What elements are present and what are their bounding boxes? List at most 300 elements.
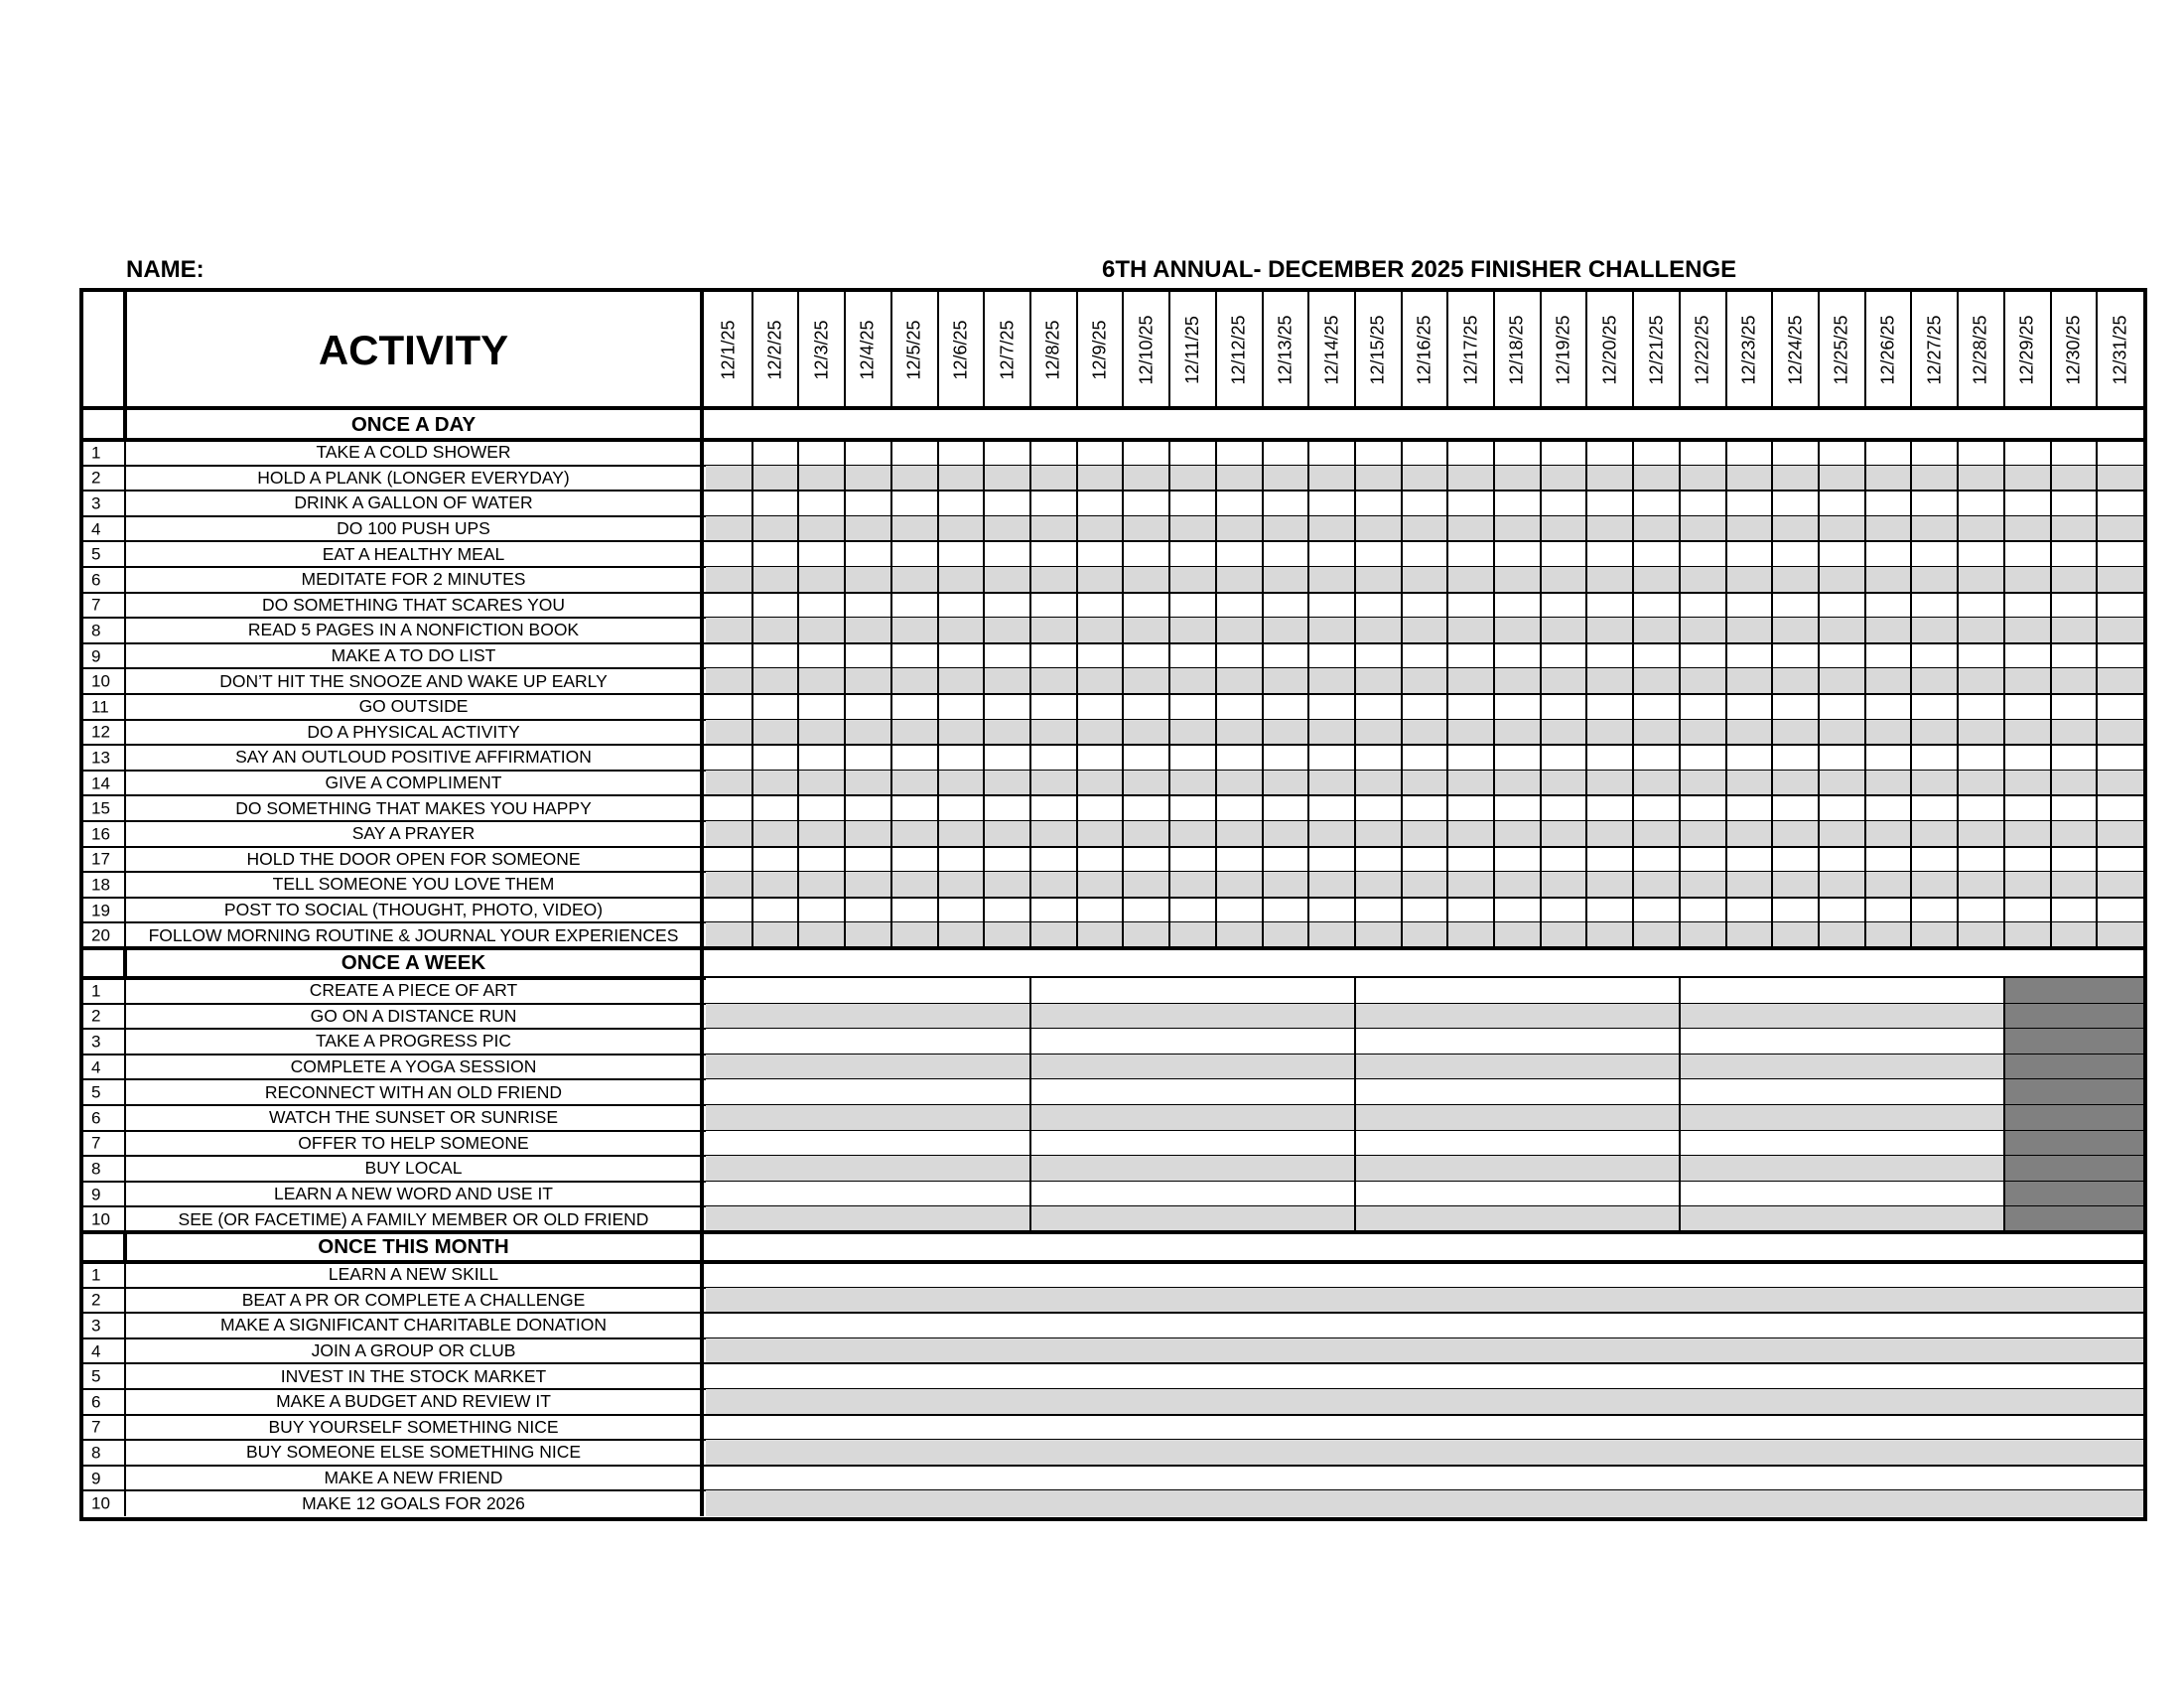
day-checkbox[interactable]	[1030, 821, 1077, 847]
day-checkbox[interactable]	[706, 720, 752, 746]
day-checkbox[interactable]	[891, 872, 938, 898]
day-checkbox[interactable]	[798, 898, 845, 923]
day-checkbox[interactable]	[2097, 643, 2143, 669]
day-checkbox[interactable]	[798, 821, 845, 847]
day-checkbox[interactable]	[1402, 745, 1448, 771]
day-checkbox[interactable]	[1726, 694, 1773, 720]
day-checkbox[interactable]	[984, 567, 1030, 593]
day-checkbox[interactable]	[1586, 898, 1633, 923]
week-checkbox[interactable]	[1680, 1055, 2004, 1080]
day-checkbox[interactable]	[1958, 847, 2004, 873]
day-checkbox[interactable]	[1726, 872, 1773, 898]
day-checkbox[interactable]	[1541, 898, 1587, 923]
day-checkbox[interactable]	[1911, 872, 1958, 898]
day-checkbox[interactable]	[1263, 516, 1309, 542]
day-checkbox[interactable]	[1865, 720, 1912, 746]
day-checkbox[interactable]	[1680, 668, 1726, 694]
day-checkbox[interactable]	[2004, 795, 2051, 821]
day-checkbox[interactable]	[845, 795, 891, 821]
day-checkbox[interactable]	[938, 771, 985, 796]
day-checkbox[interactable]	[1958, 466, 2004, 492]
day-checkbox[interactable]	[1077, 567, 1124, 593]
day-checkbox[interactable]	[1958, 618, 2004, 643]
day-checkbox[interactable]	[752, 872, 799, 898]
day-checkbox[interactable]	[1355, 541, 1402, 567]
day-checkbox[interactable]	[798, 618, 845, 643]
day-checkbox[interactable]	[1216, 821, 1263, 847]
day-checkbox[interactable]	[1911, 922, 1958, 948]
day-checkbox[interactable]	[1169, 440, 1216, 466]
week-checkbox[interactable]	[1680, 1156, 2004, 1182]
day-checkbox[interactable]	[984, 872, 1030, 898]
day-checkbox[interactable]	[1911, 643, 1958, 669]
week-checkbox[interactable]	[1355, 1055, 1680, 1080]
day-checkbox[interactable]	[984, 541, 1030, 567]
day-checkbox[interactable]	[1958, 516, 2004, 542]
day-checkbox[interactable]	[1586, 872, 1633, 898]
day-checkbox[interactable]	[2051, 771, 2098, 796]
day-checkbox[interactable]	[2097, 440, 2143, 466]
day-checkbox[interactable]	[1586, 643, 1633, 669]
week-checkbox[interactable]	[706, 1079, 1030, 1105]
day-checkbox[interactable]	[1263, 567, 1309, 593]
week-checkbox[interactable]	[1355, 1029, 1680, 1055]
day-checkbox[interactable]	[1586, 541, 1633, 567]
day-checkbox[interactable]	[938, 516, 985, 542]
day-checkbox[interactable]	[798, 516, 845, 542]
day-checkbox[interactable]	[1263, 922, 1309, 948]
day-checkbox[interactable]	[1586, 466, 1633, 492]
week-checkbox[interactable]	[1355, 1079, 1680, 1105]
day-checkbox[interactable]	[891, 593, 938, 619]
day-checkbox[interactable]	[1402, 618, 1448, 643]
day-checkbox[interactable]	[1541, 516, 1587, 542]
day-checkbox[interactable]	[706, 847, 752, 873]
day-checkbox[interactable]	[1355, 643, 1402, 669]
day-checkbox[interactable]	[1772, 898, 1819, 923]
day-checkbox[interactable]	[1447, 745, 1494, 771]
day-checkbox[interactable]	[1123, 872, 1169, 898]
day-checkbox[interactable]	[1633, 643, 1680, 669]
day-checkbox[interactable]	[1865, 516, 1912, 542]
day-checkbox[interactable]	[1123, 795, 1169, 821]
day-checkbox[interactable]	[1541, 821, 1587, 847]
day-checkbox[interactable]	[984, 440, 1030, 466]
day-checkbox[interactable]	[1680, 720, 1726, 746]
day-checkbox[interactable]	[2004, 694, 2051, 720]
day-checkbox[interactable]	[938, 872, 985, 898]
day-checkbox[interactable]	[1726, 847, 1773, 873]
day-checkbox[interactable]	[1680, 491, 1726, 516]
day-checkbox[interactable]	[1355, 694, 1402, 720]
day-checkbox[interactable]	[1865, 491, 1912, 516]
day-checkbox[interactable]	[1726, 618, 1773, 643]
week-checkbox[interactable]	[1355, 1182, 1680, 1207]
day-checkbox[interactable]	[845, 541, 891, 567]
day-checkbox[interactable]	[1077, 720, 1124, 746]
day-checkbox[interactable]	[752, 694, 799, 720]
day-checkbox[interactable]	[1586, 668, 1633, 694]
day-checkbox[interactable]	[1541, 567, 1587, 593]
day-checkbox[interactable]	[1169, 694, 1216, 720]
day-checkbox[interactable]	[1680, 516, 1726, 542]
day-checkbox[interactable]	[1169, 795, 1216, 821]
day-checkbox[interactable]	[1726, 795, 1773, 821]
day-checkbox[interactable]	[1819, 643, 1865, 669]
day-checkbox[interactable]	[2097, 694, 2143, 720]
day-checkbox[interactable]	[1308, 668, 1355, 694]
day-checkbox[interactable]	[2004, 847, 2051, 873]
month-checkbox[interactable]	[706, 1466, 2143, 1491]
day-checkbox[interactable]	[1077, 466, 1124, 492]
day-checkbox[interactable]	[1402, 567, 1448, 593]
day-checkbox[interactable]	[1772, 541, 1819, 567]
day-checkbox[interactable]	[1911, 720, 1958, 746]
day-checkbox[interactable]	[1169, 516, 1216, 542]
day-checkbox[interactable]	[1680, 745, 1726, 771]
day-checkbox[interactable]	[2004, 541, 2051, 567]
day-checkbox[interactable]	[1541, 771, 1587, 796]
day-checkbox[interactable]	[1586, 821, 1633, 847]
day-checkbox[interactable]	[2051, 898, 2098, 923]
day-checkbox[interactable]	[706, 643, 752, 669]
day-checkbox[interactable]	[2004, 720, 2051, 746]
day-checkbox[interactable]	[1865, 872, 1912, 898]
day-checkbox[interactable]	[1447, 922, 1494, 948]
day-checkbox[interactable]	[1911, 567, 1958, 593]
day-checkbox[interactable]	[1216, 593, 1263, 619]
day-checkbox[interactable]	[1726, 771, 1773, 796]
day-checkbox[interactable]	[984, 771, 1030, 796]
day-checkbox[interactable]	[752, 847, 799, 873]
day-checkbox[interactable]	[1263, 541, 1309, 567]
day-checkbox[interactable]	[1958, 491, 2004, 516]
day-checkbox[interactable]	[2097, 618, 2143, 643]
day-checkbox[interactable]	[2051, 872, 2098, 898]
day-checkbox[interactable]	[706, 795, 752, 821]
day-checkbox[interactable]	[752, 668, 799, 694]
day-checkbox[interactable]	[1263, 821, 1309, 847]
day-checkbox[interactable]	[1633, 922, 1680, 948]
day-checkbox[interactable]	[1772, 872, 1819, 898]
day-checkbox[interactable]	[2051, 618, 2098, 643]
day-checkbox[interactable]	[1123, 694, 1169, 720]
day-checkbox[interactable]	[1030, 541, 1077, 567]
day-checkbox[interactable]	[1865, 466, 1912, 492]
day-checkbox[interactable]	[1402, 922, 1448, 948]
day-checkbox[interactable]	[1726, 668, 1773, 694]
day-checkbox[interactable]	[1680, 847, 1726, 873]
day-checkbox[interactable]	[1958, 440, 2004, 466]
day-checkbox[interactable]	[706, 872, 752, 898]
day-checkbox[interactable]	[845, 567, 891, 593]
day-checkbox[interactable]	[1308, 795, 1355, 821]
day-checkbox[interactable]	[1355, 668, 1402, 694]
day-checkbox[interactable]	[938, 491, 985, 516]
day-checkbox[interactable]	[2097, 872, 2143, 898]
day-checkbox[interactable]	[706, 567, 752, 593]
day-checkbox[interactable]	[1911, 745, 1958, 771]
day-checkbox[interactable]	[2051, 720, 2098, 746]
day-checkbox[interactable]	[1541, 541, 1587, 567]
day-checkbox[interactable]	[1077, 898, 1124, 923]
day-checkbox[interactable]	[798, 593, 845, 619]
day-checkbox[interactable]	[2097, 541, 2143, 567]
day-checkbox[interactable]	[1819, 745, 1865, 771]
day-checkbox[interactable]	[706, 466, 752, 492]
day-checkbox[interactable]	[2097, 567, 2143, 593]
day-checkbox[interactable]	[1772, 922, 1819, 948]
day-checkbox[interactable]	[1402, 491, 1448, 516]
day-checkbox[interactable]	[1680, 440, 1726, 466]
day-checkbox[interactable]	[1030, 771, 1077, 796]
day-checkbox[interactable]	[845, 618, 891, 643]
day-checkbox[interactable]	[1308, 847, 1355, 873]
day-checkbox[interactable]	[1819, 720, 1865, 746]
day-checkbox[interactable]	[1586, 567, 1633, 593]
day-checkbox[interactable]	[2051, 643, 2098, 669]
day-checkbox[interactable]	[1355, 491, 1402, 516]
month-checkbox[interactable]	[706, 1363, 2143, 1389]
day-checkbox[interactable]	[2004, 668, 2051, 694]
day-checkbox[interactable]	[1772, 745, 1819, 771]
day-checkbox[interactable]	[1355, 466, 1402, 492]
day-checkbox[interactable]	[1541, 847, 1587, 873]
day-checkbox[interactable]	[1308, 872, 1355, 898]
day-checkbox[interactable]	[2097, 745, 2143, 771]
day-checkbox[interactable]	[752, 898, 799, 923]
day-checkbox[interactable]	[752, 821, 799, 847]
day-checkbox[interactable]	[1402, 466, 1448, 492]
day-checkbox[interactable]	[1633, 466, 1680, 492]
day-checkbox[interactable]	[1865, 847, 1912, 873]
week-checkbox[interactable]	[1030, 1029, 1355, 1055]
day-checkbox[interactable]	[891, 795, 938, 821]
day-checkbox[interactable]	[1865, 771, 1912, 796]
day-checkbox[interactable]	[1308, 466, 1355, 492]
day-checkbox[interactable]	[1077, 795, 1124, 821]
day-checkbox[interactable]	[1308, 618, 1355, 643]
day-checkbox[interactable]	[1402, 440, 1448, 466]
day-checkbox[interactable]	[1402, 771, 1448, 796]
day-checkbox[interactable]	[891, 567, 938, 593]
day-checkbox[interactable]	[1169, 922, 1216, 948]
day-checkbox[interactable]	[1402, 541, 1448, 567]
day-checkbox[interactable]	[1633, 567, 1680, 593]
day-checkbox[interactable]	[1169, 745, 1216, 771]
day-checkbox[interactable]	[2004, 491, 2051, 516]
day-checkbox[interactable]	[1077, 491, 1124, 516]
day-checkbox[interactable]	[1077, 847, 1124, 873]
day-checkbox[interactable]	[1680, 898, 1726, 923]
day-checkbox[interactable]	[2004, 745, 2051, 771]
day-checkbox[interactable]	[1402, 821, 1448, 847]
day-checkbox[interactable]	[2097, 466, 2143, 492]
day-checkbox[interactable]	[1216, 847, 1263, 873]
day-checkbox[interactable]	[2004, 593, 2051, 619]
day-checkbox[interactable]	[1819, 771, 1865, 796]
day-checkbox[interactable]	[1402, 643, 1448, 669]
day-checkbox[interactable]	[1308, 516, 1355, 542]
day-checkbox[interactable]	[1772, 720, 1819, 746]
day-checkbox[interactable]	[938, 847, 985, 873]
day-checkbox[interactable]	[1680, 567, 1726, 593]
day-checkbox[interactable]	[1030, 872, 1077, 898]
day-checkbox[interactable]	[1494, 872, 1541, 898]
day-checkbox[interactable]	[1726, 593, 1773, 619]
day-checkbox[interactable]	[1263, 745, 1309, 771]
day-checkbox[interactable]	[1447, 898, 1494, 923]
day-checkbox[interactable]	[798, 541, 845, 567]
day-checkbox[interactable]	[1263, 898, 1309, 923]
day-checkbox[interactable]	[2004, 922, 2051, 948]
day-checkbox[interactable]	[1633, 771, 1680, 796]
day-checkbox[interactable]	[1958, 872, 2004, 898]
day-checkbox[interactable]	[1447, 872, 1494, 898]
day-checkbox[interactable]	[798, 720, 845, 746]
day-checkbox[interactable]	[1772, 567, 1819, 593]
day-checkbox[interactable]	[1030, 440, 1077, 466]
day-checkbox[interactable]	[1819, 694, 1865, 720]
day-checkbox[interactable]	[984, 593, 1030, 619]
day-checkbox[interactable]	[1077, 668, 1124, 694]
day-checkbox[interactable]	[1726, 720, 1773, 746]
week-checkbox[interactable]	[1030, 1156, 1355, 1182]
day-checkbox[interactable]	[1263, 694, 1309, 720]
day-checkbox[interactable]	[891, 720, 938, 746]
day-checkbox[interactable]	[1216, 922, 1263, 948]
day-checkbox[interactable]	[1633, 745, 1680, 771]
day-checkbox[interactable]	[2051, 440, 2098, 466]
day-checkbox[interactable]	[1586, 745, 1633, 771]
week-checkbox[interactable]	[1355, 1156, 1680, 1182]
day-checkbox[interactable]	[984, 516, 1030, 542]
day-checkbox[interactable]	[1633, 516, 1680, 542]
week-checkbox[interactable]	[706, 1105, 1030, 1131]
day-checkbox[interactable]	[2004, 466, 2051, 492]
day-checkbox[interactable]	[1169, 821, 1216, 847]
day-checkbox[interactable]	[1494, 922, 1541, 948]
day-checkbox[interactable]	[1308, 694, 1355, 720]
day-checkbox[interactable]	[984, 694, 1030, 720]
day-checkbox[interactable]	[2051, 466, 2098, 492]
day-checkbox[interactable]	[1958, 694, 2004, 720]
day-checkbox[interactable]	[1680, 771, 1726, 796]
day-checkbox[interactable]	[1958, 795, 2004, 821]
week-checkbox[interactable]	[706, 1004, 1030, 1030]
day-checkbox[interactable]	[1308, 491, 1355, 516]
day-checkbox[interactable]	[845, 872, 891, 898]
day-checkbox[interactable]	[1541, 720, 1587, 746]
week-checkbox[interactable]	[706, 978, 1030, 1004]
day-checkbox[interactable]	[1958, 593, 2004, 619]
day-checkbox[interactable]	[1123, 898, 1169, 923]
day-checkbox[interactable]	[1447, 668, 1494, 694]
day-checkbox[interactable]	[752, 440, 799, 466]
day-checkbox[interactable]	[1308, 440, 1355, 466]
week-checkbox[interactable]	[706, 1029, 1030, 1055]
day-checkbox[interactable]	[1772, 643, 1819, 669]
day-checkbox[interactable]	[1402, 593, 1448, 619]
day-checkbox[interactable]	[1865, 440, 1912, 466]
day-checkbox[interactable]	[1030, 745, 1077, 771]
day-checkbox[interactable]	[2097, 516, 2143, 542]
day-checkbox[interactable]	[2097, 847, 2143, 873]
day-checkbox[interactable]	[1494, 567, 1541, 593]
day-checkbox[interactable]	[1030, 491, 1077, 516]
day-checkbox[interactable]	[1123, 491, 1169, 516]
week-checkbox[interactable]	[1355, 1131, 1680, 1157]
day-checkbox[interactable]	[1123, 440, 1169, 466]
day-checkbox[interactable]	[1541, 795, 1587, 821]
day-checkbox[interactable]	[1308, 898, 1355, 923]
month-checkbox[interactable]	[706, 1389, 2143, 1415]
day-checkbox[interactable]	[1447, 643, 1494, 669]
day-checkbox[interactable]	[706, 694, 752, 720]
day-checkbox[interactable]	[1633, 618, 1680, 643]
day-checkbox[interactable]	[1819, 795, 1865, 821]
day-checkbox[interactable]	[1772, 593, 1819, 619]
day-checkbox[interactable]	[1447, 771, 1494, 796]
day-checkbox[interactable]	[706, 821, 752, 847]
day-checkbox[interactable]	[1586, 516, 1633, 542]
day-checkbox[interactable]	[1772, 668, 1819, 694]
day-checkbox[interactable]	[1216, 745, 1263, 771]
day-checkbox[interactable]	[1216, 541, 1263, 567]
week-checkbox[interactable]	[706, 1055, 1030, 1080]
day-checkbox[interactable]	[1355, 872, 1402, 898]
day-checkbox[interactable]	[1819, 491, 1865, 516]
day-checkbox[interactable]	[1494, 720, 1541, 746]
day-checkbox[interactable]	[984, 668, 1030, 694]
day-checkbox[interactable]	[1633, 847, 1680, 873]
day-checkbox[interactable]	[2097, 795, 2143, 821]
day-checkbox[interactable]	[1541, 618, 1587, 643]
month-checkbox[interactable]	[706, 1415, 2143, 1441]
day-checkbox[interactable]	[984, 922, 1030, 948]
day-checkbox[interactable]	[1216, 795, 1263, 821]
day-checkbox[interactable]	[1030, 847, 1077, 873]
day-checkbox[interactable]	[2051, 567, 2098, 593]
day-checkbox[interactable]	[1355, 771, 1402, 796]
day-checkbox[interactable]	[1680, 593, 1726, 619]
day-checkbox[interactable]	[1123, 466, 1169, 492]
month-checkbox[interactable]	[706, 1313, 2143, 1338]
day-checkbox[interactable]	[1263, 771, 1309, 796]
day-checkbox[interactable]	[2051, 593, 2098, 619]
day-checkbox[interactable]	[1586, 593, 1633, 619]
day-checkbox[interactable]	[2051, 795, 2098, 821]
day-checkbox[interactable]	[706, 516, 752, 542]
day-checkbox[interactable]	[891, 898, 938, 923]
day-checkbox[interactable]	[1263, 872, 1309, 898]
day-checkbox[interactable]	[1680, 541, 1726, 567]
day-checkbox[interactable]	[984, 821, 1030, 847]
day-checkbox[interactable]	[1911, 821, 1958, 847]
day-checkbox[interactable]	[1541, 922, 1587, 948]
day-checkbox[interactable]	[891, 491, 938, 516]
day-checkbox[interactable]	[1077, 745, 1124, 771]
day-checkbox[interactable]	[798, 872, 845, 898]
day-checkbox[interactable]	[752, 516, 799, 542]
day-checkbox[interactable]	[706, 898, 752, 923]
day-checkbox[interactable]	[752, 541, 799, 567]
day-checkbox[interactable]	[1030, 668, 1077, 694]
day-checkbox[interactable]	[1819, 872, 1865, 898]
day-checkbox[interactable]	[1819, 821, 1865, 847]
day-checkbox[interactable]	[1680, 618, 1726, 643]
day-checkbox[interactable]	[1911, 491, 1958, 516]
